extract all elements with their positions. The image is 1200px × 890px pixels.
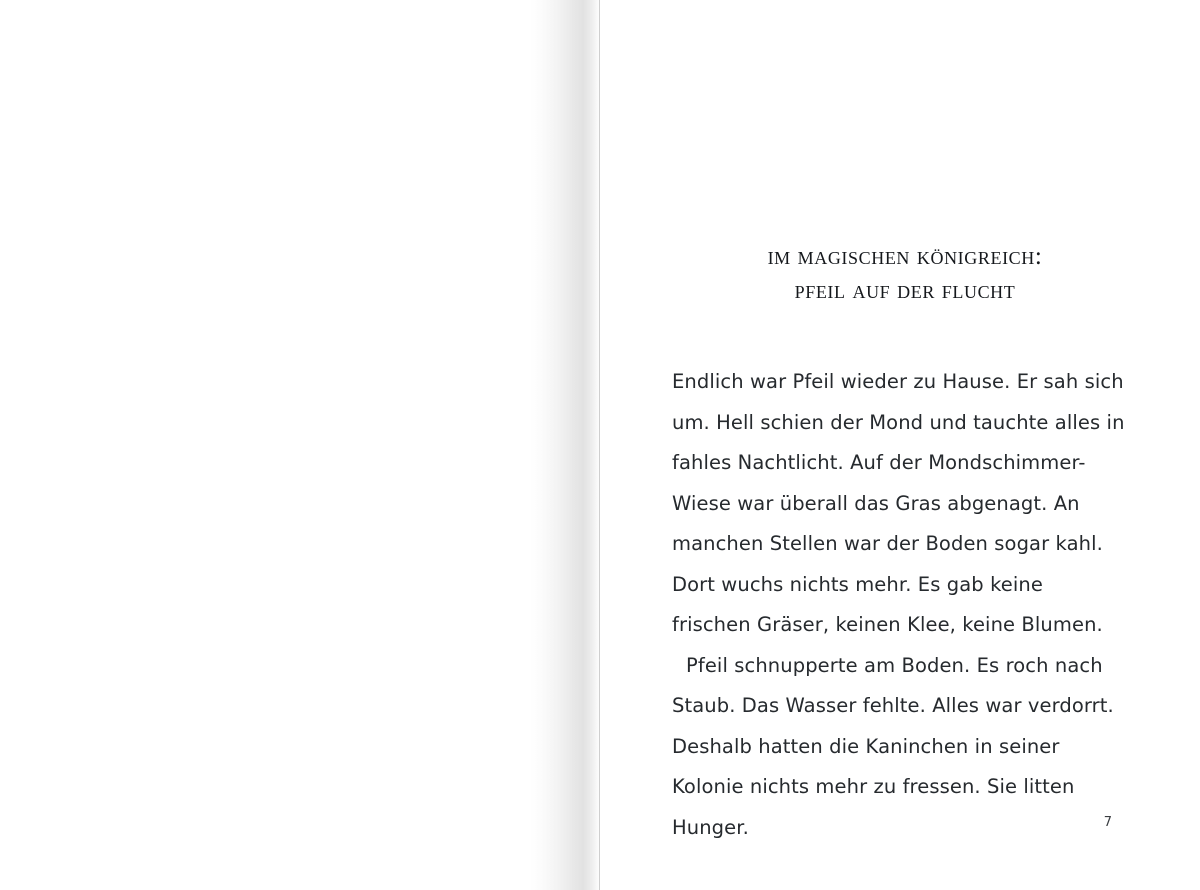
paragraph-1: Endlich war Pfeil wieder zu Hause. Er sah sich um. Hell schien der Mond und tauchte alles in fahles Nachtlicht. Auf der Mondschimmer-Wiese war überall das Gras abgenagt. An manchen Stellen war der Boden sogar kahl. Dort wuchs nichts mehr. Es gab keine frischen Gräser, keinen Klee, keine Blumen.	[672, 370, 1125, 636]
page-number: 7	[1103, 815, 1112, 830]
body-text	[672, 362, 1127, 848]
paragraph-2: Pfeil schnupperte am Boden. Es roch nach Staub. Das Wasser fehlte. Alles war verdorrt. Deshalb hatten die Kaninchen in seiner Kolonie nichts mehr zu fressen. Sie litten Hunger.	[672, 653, 1114, 839]
book-gutter-shadow	[530, 0, 600, 890]
left-page-blank	[0, 0, 530, 890]
chapter-title	[660, 240, 1150, 307]
chapter-title-line-1: im magischen königreich:	[767, 243, 1043, 270]
right-page	[600, 0, 1200, 890]
chapter-title-line-2: pfeil auf der flucht	[794, 276, 1016, 304]
